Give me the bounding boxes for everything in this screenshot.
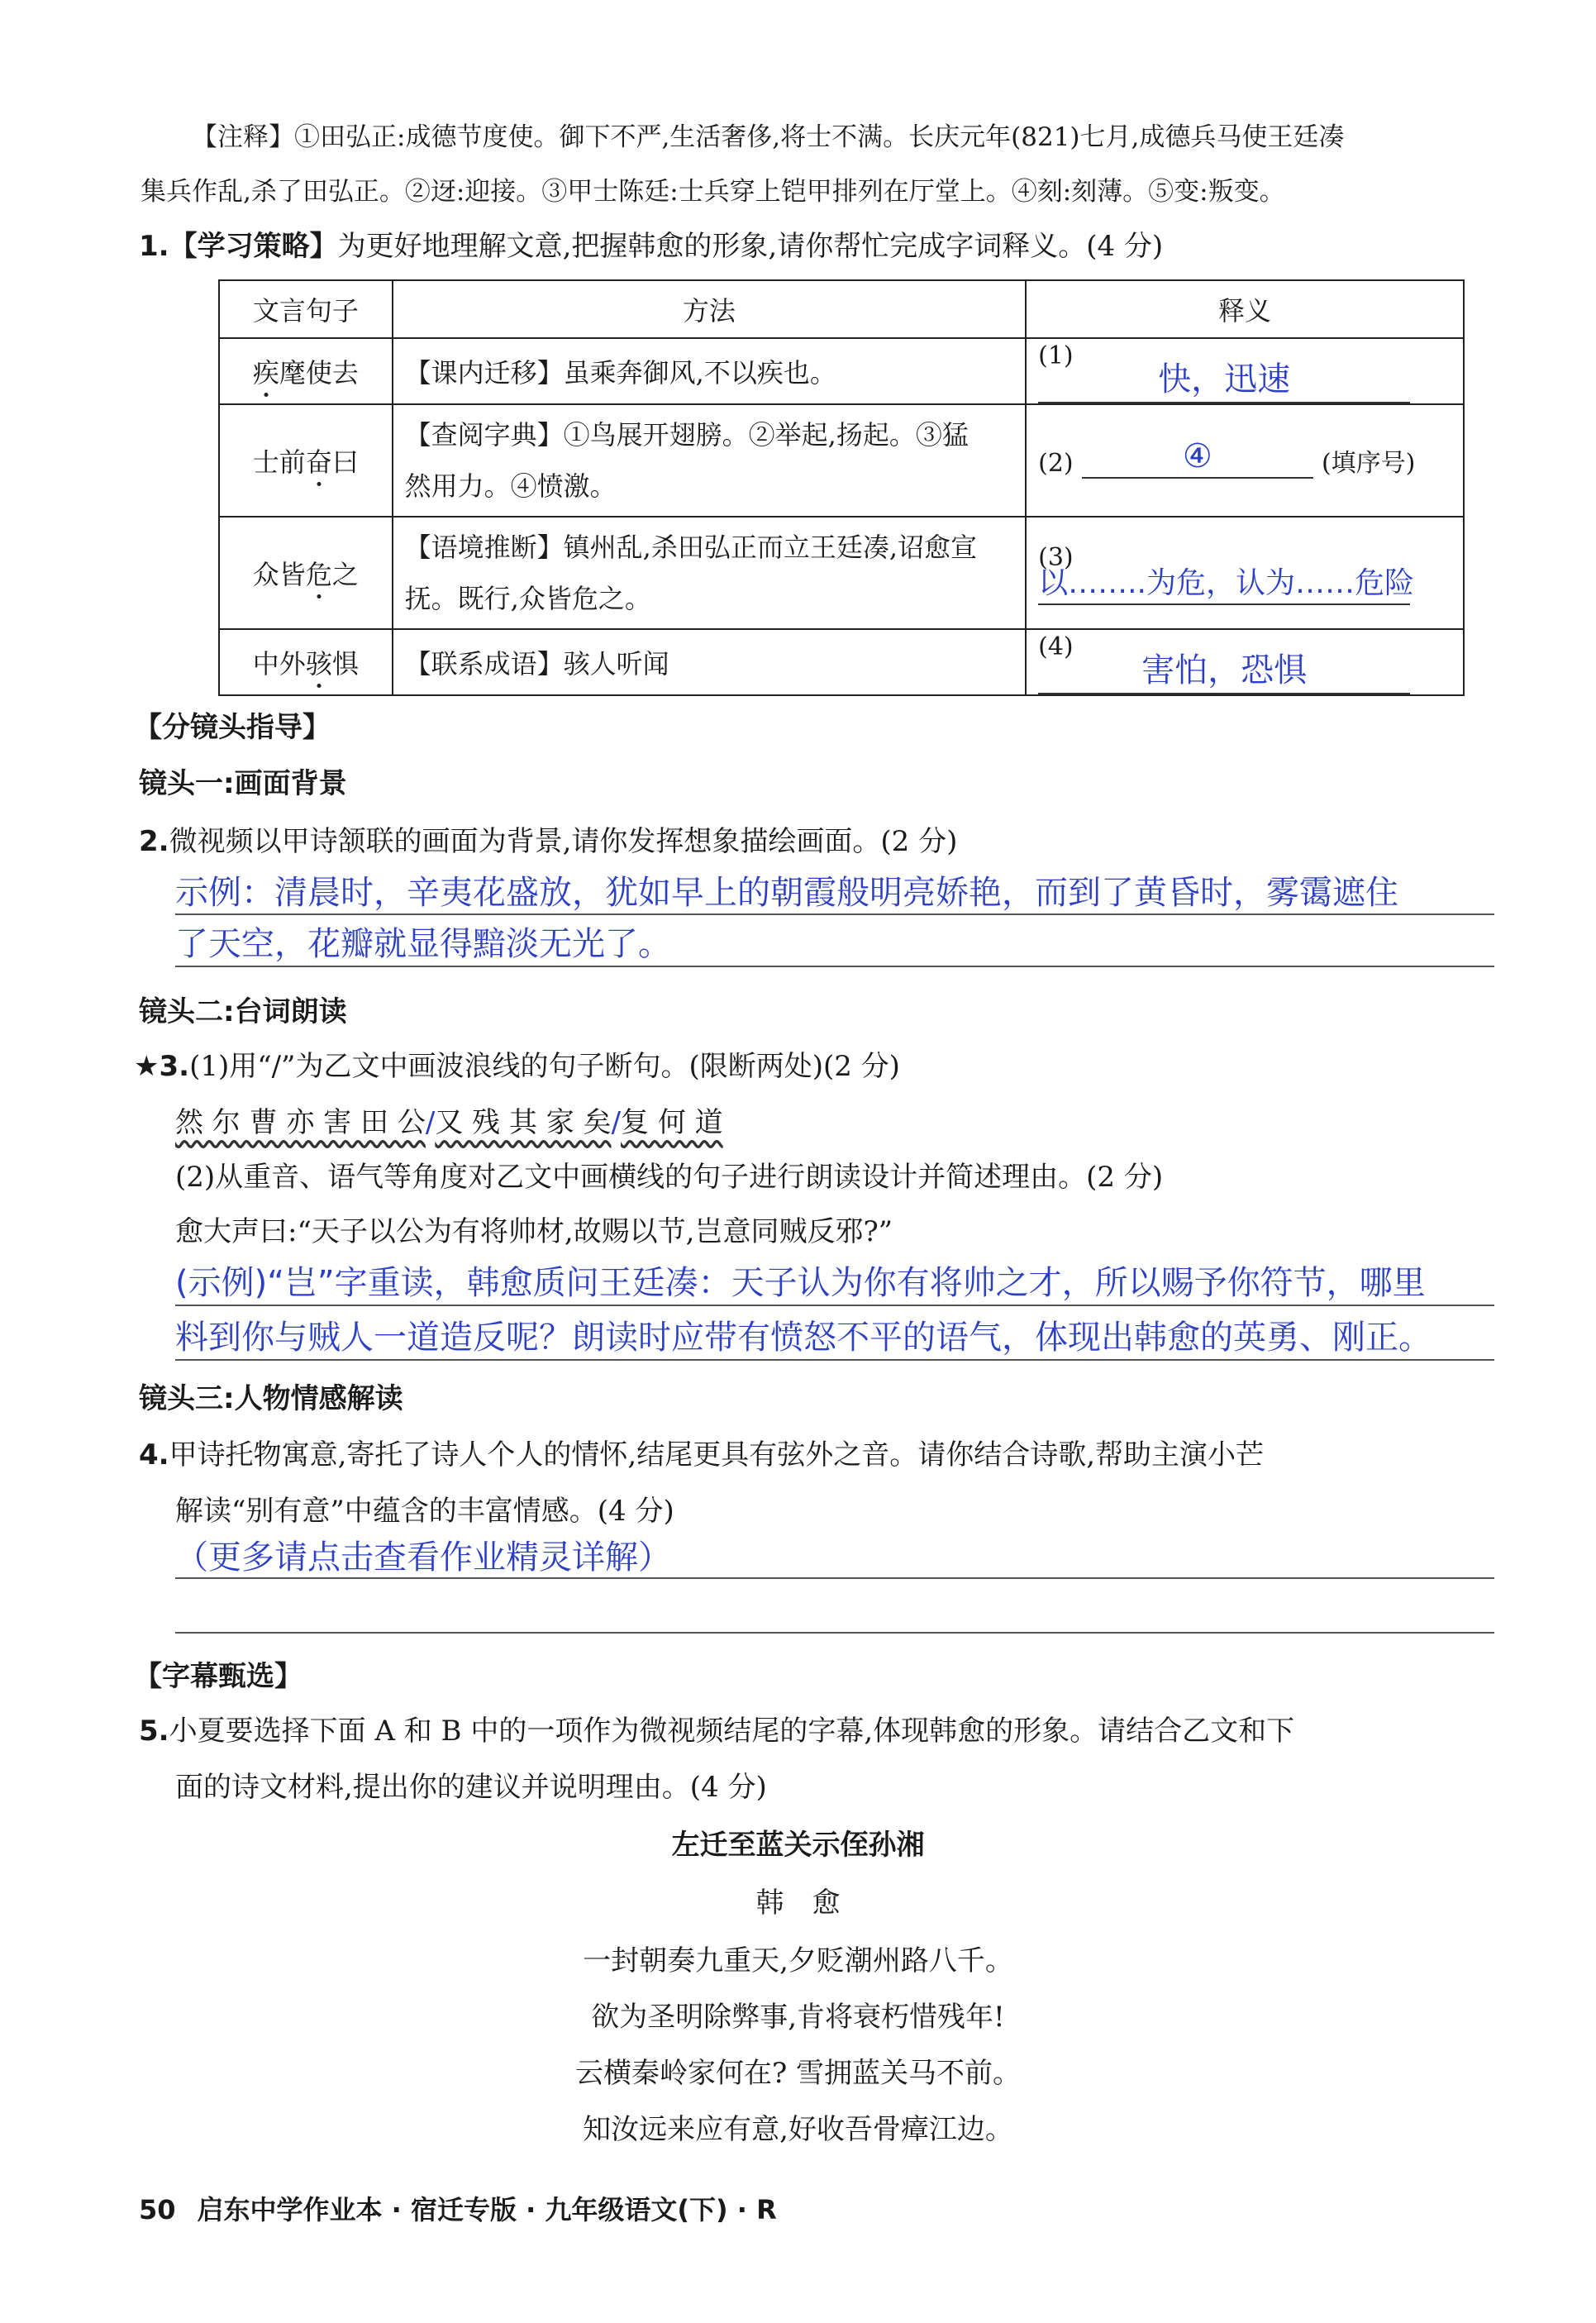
question-number: 1. (139, 230, 169, 263)
handwritten-slash: / (611, 1106, 622, 1139)
table-row (219, 629, 1464, 695)
answer-index: (4) (1038, 632, 1074, 661)
table-row (219, 517, 1464, 629)
handwritten-answer: 害怕，恐惧 (1141, 651, 1308, 689)
question-prompt: 甲诗托物寓意,寄托了诗人个人的情怀,结尾更具有弦外之音。请你结合诗歌,帮助主演小芒 (169, 1438, 1264, 1472)
question-number: ★3. (134, 1050, 190, 1083)
sentence-segment: 复 何 道 (621, 1106, 723, 1139)
question-4-line-2: 解读“别有意”中蕴含的丰富情感。(4 分) (175, 1495, 674, 1528)
question-2 (139, 818, 957, 859)
question-4-line-1 (139, 1432, 1264, 1472)
sentence-rest: 麾使去 (279, 357, 359, 389)
answer-blank (1038, 360, 1410, 403)
question-label: 【学习策略】 (169, 230, 338, 263)
answer-line (175, 966, 1494, 967)
question-3-part-1 (134, 1043, 900, 1084)
note-line-1: 【注释】①田弘正:成德节度使。御下不严,生活奢侈,将士不满。长庆元年(821)七月,成德兵马使王廷凑 (192, 122, 1345, 152)
table-row (219, 338, 1464, 404)
answer-blank (1082, 437, 1313, 479)
subtitle-section-title: 【字幕甄选】 (134, 1660, 303, 1693)
meaning-cell (1026, 404, 1464, 517)
answer-index: (2) (1038, 449, 1074, 478)
poem-line: 一封朝奏九重天,夕贬潮州路八千。 (583, 1944, 1013, 1977)
poem-line: 知汝远来应有意,好收吾骨瘴江边。 (583, 2113, 1013, 2146)
poem-line: 云横秦岭家何在? 雪拥蓝关马不前。 (574, 2057, 1022, 2090)
answer-3-line-1: (示例)“岂”字重读，韩愈质问王廷凑：天子认为你有将帅之才，所以赐予你符节，哪里 (175, 1264, 1426, 1302)
header-method: 方法 (393, 280, 1026, 338)
shot-1-title: 镜头一:画面背景 (139, 767, 347, 800)
answer-index: (1) (1038, 341, 1074, 370)
answer-3-line-2: 料到你与贼人一道造反呢？朗读时应带有愤怒不平的语气，体现出韩愈的英勇、刚正。 (175, 1319, 1432, 1357)
answer-index: (3) (1038, 543, 1074, 572)
method-line: 抚。既行,众皆危之。 (404, 583, 651, 614)
poem-title: 左迁至蓝关示侄孙湘 (671, 1829, 925, 1862)
answer-blank (1038, 566, 1414, 605)
table-header-row (219, 280, 1464, 338)
answer-line (175, 1305, 1494, 1306)
vocab-table (218, 279, 1465, 696)
question-prompt: (1)用“/”为乙文中画波浪线的句子断句。(限断两处)(2 分) (189, 1050, 900, 1083)
handwritten-slash: / (425, 1106, 436, 1139)
answer-suffix: (填序号) (1321, 449, 1416, 478)
meaning-cell (1026, 517, 1464, 629)
question-prompt: 为更好地理解文意,把握韩愈的形象,请你帮忙完成字词释义。(4 分) (337, 230, 1164, 263)
question-1 (139, 223, 1163, 264)
sentence-cell: 士前奋曰 (219, 404, 393, 517)
answer-4-link[interactable]: （更多请点击查看作业精灵详解） (175, 1538, 671, 1576)
sentence-segment: 又 残 其 家 矣 (435, 1106, 612, 1139)
handwritten-answer: 以……..为危，认为……危险 (1038, 566, 1414, 600)
question-number: 4. (139, 1438, 169, 1472)
book-title: 启东中学作业本 · 宿迁专版 · 九年级语文(下) · R (197, 2194, 777, 2225)
section-guide-title: 【分镜头指导】 (134, 711, 331, 744)
shot-3-title: 镜头三:人物情感解读 (139, 1382, 403, 1415)
table-row (219, 404, 1464, 517)
question-prompt: 微视频以甲诗颔联的画面为背景,请你发挥想象描绘画面。(2 分) (169, 825, 958, 858)
meaning-cell (1026, 338, 1464, 404)
header-meaning: 释义 (1026, 280, 1464, 338)
meaning-cell (1026, 629, 1464, 695)
note-line-2: 集兵作乱,杀了田弘正。②迓:迎接。③甲士陈廷:士兵穿上铠甲排列在厅堂上。④刻:刻薄。⑤变:叛变。 (141, 177, 1285, 207)
answer-line (175, 913, 1494, 915)
wavy-sentence (175, 1099, 723, 1140)
poem-line: 欲为圣明除弊事,肯将衰朽惜残年! (591, 2001, 1005, 2034)
shot-2-title: 镜头二:台词朗读 (139, 995, 347, 1028)
footer (139, 2189, 777, 2227)
answer-line (175, 1632, 1494, 1634)
sentence-cell: 众皆危之 (219, 517, 393, 629)
question-5-line-1 (139, 1708, 1294, 1748)
answer-blank (1038, 651, 1410, 694)
sentence-segment: 然 尔 曹 亦 害 田 公 (175, 1106, 426, 1139)
quote-sentence: 愈大声曰:“天子以公为有将帅材,故赐以节,岂意同贼反邪?” (175, 1215, 893, 1248)
page-number: 50 (139, 2194, 176, 2225)
question-number: 5. (139, 1715, 169, 1748)
answer-line (175, 1577, 1494, 1579)
question-3-part-2: (2)从重音、语气等角度对乙文中画横线的句子进行朗读设计并简述理由。(2 分) (175, 1161, 1164, 1194)
poem-author: 韩 愈 (755, 1887, 841, 1920)
question-number: 2. (139, 825, 169, 858)
method-line: 【语境推断】镇州乱,杀田弘正而立王廷凑,诏愈宣 (404, 532, 978, 563)
method-cell: 【联系成语】骇人听闻 (393, 629, 1026, 695)
method-cell: 【课内迁移】虽乘奔御风,不以疾也。 (393, 338, 1026, 404)
dotted-char: 疾 (253, 352, 279, 390)
handwritten-answer: 快，迅速 (1158, 360, 1291, 398)
question-prompt: 小夏要选择下面 A 和 B 中的一项作为微视频结尾的字幕,体现韩愈的形象。请结合乙文和下 (169, 1715, 1295, 1748)
method-line: 【查阅字典】①鸟展开翅膀。②举起,扬起。③猛 (404, 419, 969, 451)
answer-line (175, 1359, 1494, 1361)
sentence-cell (219, 338, 393, 404)
method-cell (393, 517, 1026, 629)
handwritten-answer: ④ (1182, 437, 1212, 475)
answer-2-line-1: 示例：清晨时，辛夷花盛放，犹如早上的朝霞般明亮娇艳，而到了黄昏时，雾霭遮住 (175, 874, 1398, 912)
question-5-line-2: 面的诗文材料,提出你的建议并说明理由。(4 分) (175, 1771, 767, 1804)
sentence-cell: 中外骇惧 (219, 629, 393, 695)
method-cell (393, 404, 1026, 517)
answer-2-line-2: 了天空，花瓣就显得黯淡无光了。 (175, 925, 671, 963)
method-line: 然用力。④愤激。 (404, 470, 617, 502)
header-sentence: 文言句子 (219, 280, 393, 338)
